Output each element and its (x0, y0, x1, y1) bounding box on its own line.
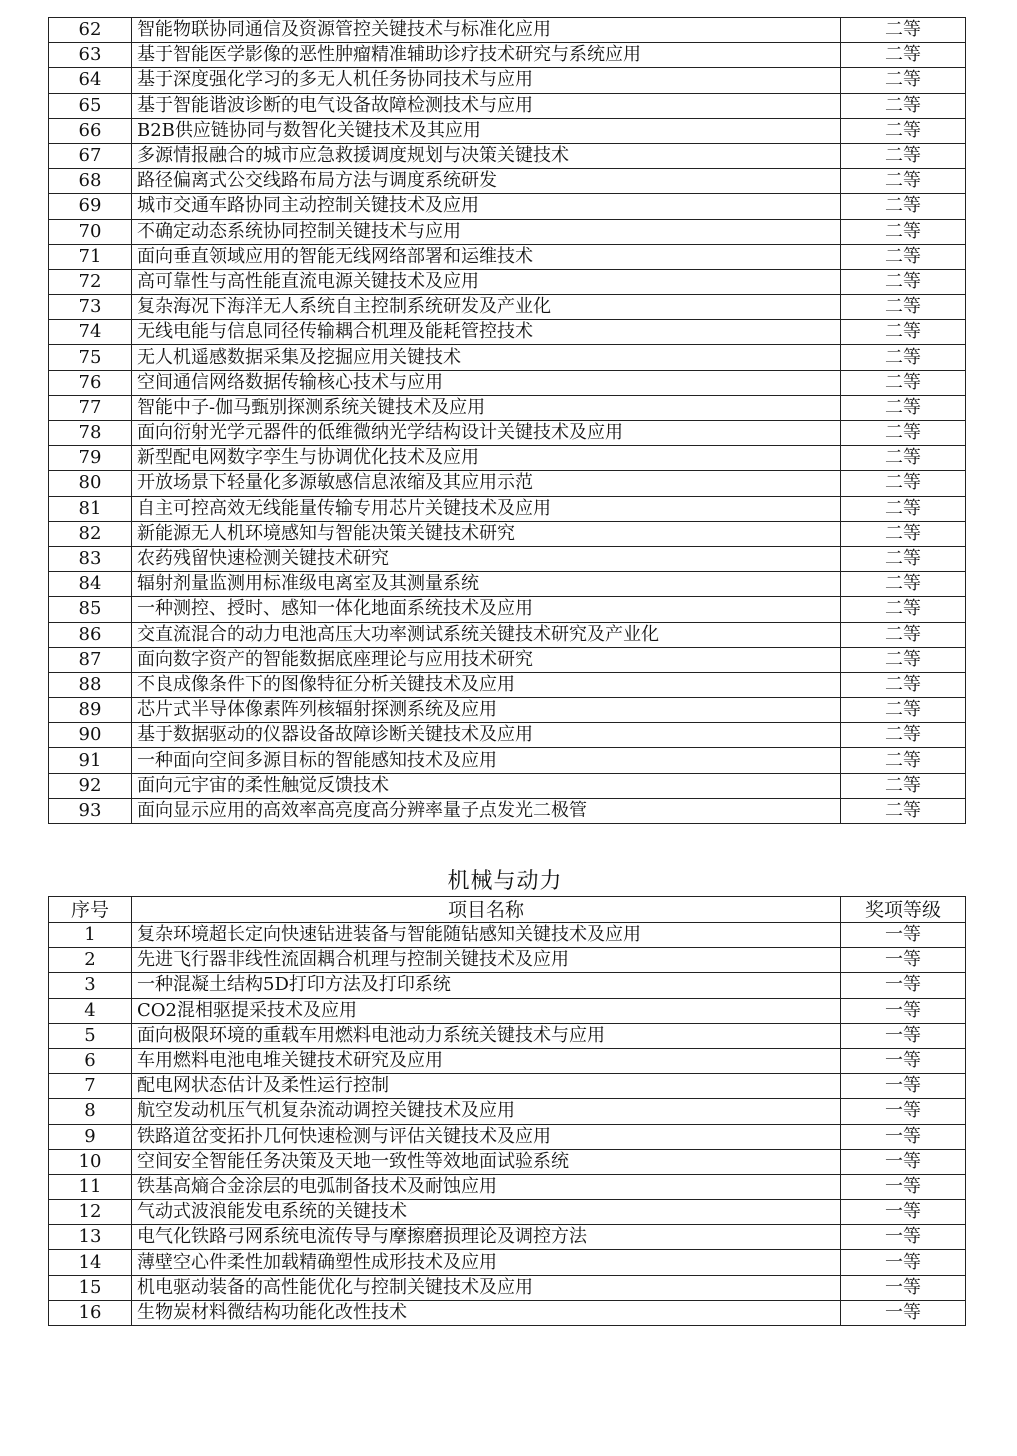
award-grade: 一等 (841, 1225, 966, 1250)
table-row (49, 572, 966, 597)
table-row (49, 948, 966, 973)
award-grade: 一等 (841, 1074, 966, 1099)
award-grade: 二等 (841, 143, 966, 168)
project-name: CO2混相驱提采技术及应用 (132, 998, 841, 1023)
project-name: 基于数据驱动的仪器设备故障诊断关键技术及应用 (132, 723, 841, 748)
table-row (49, 421, 966, 446)
award-grade: 一等 (841, 1174, 966, 1199)
table-row (49, 471, 966, 496)
header-award-level: 奖项等级 (841, 897, 966, 923)
row-number: 14 (49, 1250, 132, 1275)
table-row (49, 546, 966, 571)
table-row (49, 647, 966, 672)
project-name: 机电驱动装备的高性能优化与控制关键技术及应用 (132, 1275, 841, 1300)
table-row (49, 370, 966, 395)
table-row (49, 295, 966, 320)
award-grade: 一等 (841, 1275, 966, 1300)
mechanical-power-awards-table (48, 896, 966, 1326)
project-name: 复杂环境超长定向快速钻进装备与智能随钻感知关键技术及应用 (132, 923, 841, 948)
table-row (49, 521, 966, 546)
row-number: 82 (49, 521, 132, 546)
table-row (49, 1275, 966, 1300)
project-name: 空间安全智能任务决策及天地一致性等效地面试验系统 (132, 1149, 841, 1174)
table-row (49, 698, 966, 723)
award-grade: 一等 (841, 948, 966, 973)
table-row (49, 1124, 966, 1149)
row-number: 90 (49, 723, 132, 748)
project-name: 车用燃料电池电堆关键技术研究及应用 (132, 1048, 841, 1073)
row-number: 67 (49, 143, 132, 168)
table-row (49, 1250, 966, 1275)
row-number: 7 (49, 1074, 132, 1099)
table-row (49, 18, 966, 43)
row-number: 76 (49, 370, 132, 395)
project-name: 无人机遥感数据采集及挖掘应用关键技术 (132, 345, 841, 370)
table-row (49, 43, 966, 68)
award-grade: 二等 (841, 647, 966, 672)
row-number: 15 (49, 1275, 132, 1300)
project-name: 新型配电网数字孪生与协调优化技术及应用 (132, 446, 841, 471)
row-number: 5 (49, 1023, 132, 1048)
row-number: 78 (49, 421, 132, 446)
table-row (49, 998, 966, 1023)
table-row (49, 973, 966, 998)
row-number: 71 (49, 244, 132, 269)
award-grade: 二等 (841, 698, 966, 723)
table-row (49, 395, 966, 420)
award-grade: 二等 (841, 471, 966, 496)
award-grade: 二等 (841, 118, 966, 143)
project-name: 面向衍射光学元器件的低维微纳光学结构设计关键技术及应用 (132, 421, 841, 446)
project-name: 智能中子-伽马甄别探测系统关键技术及应用 (132, 395, 841, 420)
award-grade: 二等 (841, 43, 966, 68)
project-name: 复杂海况下海洋无人系统自主控制系统研发及产业化 (132, 295, 841, 320)
table-row (49, 1048, 966, 1073)
project-name: 路径偏离式公交线路布局方法与调度系统研发 (132, 169, 841, 194)
project-name: 面向数字资产的智能数据底座理论与应用技术研究 (132, 647, 841, 672)
table-row (49, 923, 966, 948)
project-name: 一种面向空间多源目标的智能感知技术及应用 (132, 748, 841, 773)
award-grade: 二等 (841, 169, 966, 194)
award-grade: 二等 (841, 93, 966, 118)
table-row (49, 672, 966, 697)
row-number: 84 (49, 572, 132, 597)
project-name: 面向极限环境的重载车用燃料电池动力系统关键技术与应用 (132, 1023, 841, 1048)
table-row (49, 1023, 966, 1048)
row-number: 11 (49, 1174, 132, 1199)
table-header-row (49, 897, 966, 923)
project-name: 城市交通车路协同主动控制关键技术及应用 (132, 194, 841, 219)
project-name: 交直流混合的动力电池高压大功率测试系统关键技术研究及产业化 (132, 622, 841, 647)
table-row (49, 320, 966, 345)
row-number: 74 (49, 320, 132, 345)
table-row (49, 723, 966, 748)
project-name: 新能源无人机环境感知与智能决策关键技术研究 (132, 521, 841, 546)
award-grade: 二等 (841, 798, 966, 823)
row-number: 86 (49, 622, 132, 647)
row-number: 6 (49, 1048, 132, 1073)
row-number: 73 (49, 295, 132, 320)
row-number: 87 (49, 647, 132, 672)
project-name: 辐射剂量监测用标准级电离室及其测量系统 (132, 572, 841, 597)
project-name: 农药残留快速检测关键技术研究 (132, 546, 841, 571)
table-row (49, 68, 966, 93)
project-name: 基于深度强化学习的多无人机任务协同技术与应用 (132, 68, 841, 93)
row-number: 83 (49, 546, 132, 571)
award-grade: 一等 (841, 1200, 966, 1225)
project-name: 基于智能谐波诊断的电气设备故障检测技术与应用 (132, 93, 841, 118)
table-row (49, 169, 966, 194)
table-row (49, 773, 966, 798)
row-number: 69 (49, 194, 132, 219)
row-number: 12 (49, 1200, 132, 1225)
table-row (49, 1074, 966, 1099)
award-grade: 二等 (841, 773, 966, 798)
project-name: 不确定动态系统协同控制关键技术与应用 (132, 219, 841, 244)
row-number: 65 (49, 93, 132, 118)
header-serial-number: 序号 (49, 897, 132, 923)
award-grade: 一等 (841, 973, 966, 998)
project-name: 基于智能医学影像的恶性肿瘤精准辅助诊疗技术研究与系统应用 (132, 43, 841, 68)
row-number: 62 (49, 18, 132, 43)
project-name: 气动式波浪能发电系统的关键技术 (132, 1200, 841, 1225)
award-grade: 二等 (841, 18, 966, 43)
award-grade: 二等 (841, 496, 966, 521)
project-name: 面向显示应用的高效率高亮度高分辨率量子点发光二极管 (132, 798, 841, 823)
award-grade: 二等 (841, 269, 966, 294)
row-number: 13 (49, 1225, 132, 1250)
project-name: 电气化铁路弓网系统电流传导与摩擦磨损理论及调控方法 (132, 1225, 841, 1250)
row-number: 63 (49, 43, 132, 68)
row-number: 79 (49, 446, 132, 471)
table-row (49, 1300, 966, 1325)
table-row (49, 446, 966, 471)
row-number: 85 (49, 597, 132, 622)
project-name: 铁路道岔变拓扑几何快速检测与评估关键技术及应用 (132, 1124, 841, 1149)
award-grade: 二等 (841, 395, 966, 420)
table-row (49, 1225, 966, 1250)
project-name: 面向垂直领域应用的智能无线网络部署和运维技术 (132, 244, 841, 269)
row-number: 81 (49, 496, 132, 521)
project-name: 一种测控、授时、感知一体化地面系统技术及应用 (132, 597, 841, 622)
table-row (49, 93, 966, 118)
table-row (49, 118, 966, 143)
table-row (49, 269, 966, 294)
table-row (49, 194, 966, 219)
project-name: 自主可控高效无线能量传输专用芯片关键技术及应用 (132, 496, 841, 521)
section-title: 机械与动力 (447, 869, 563, 894)
row-number: 3 (49, 973, 132, 998)
row-number: 88 (49, 672, 132, 697)
row-number: 92 (49, 773, 132, 798)
table-row (49, 748, 966, 773)
table-row (49, 345, 966, 370)
award-grade: 二等 (841, 723, 966, 748)
table-row (49, 219, 966, 244)
award-grade: 一等 (841, 1250, 966, 1275)
row-number: 72 (49, 269, 132, 294)
award-grade: 二等 (841, 446, 966, 471)
award-grade: 二等 (841, 320, 966, 345)
award-grade: 二等 (841, 521, 966, 546)
row-number: 1 (49, 923, 132, 948)
table-row (49, 1174, 966, 1199)
award-grade: 二等 (841, 672, 966, 697)
award-grade: 二等 (841, 345, 966, 370)
row-number: 16 (49, 1300, 132, 1325)
award-grade: 二等 (841, 370, 966, 395)
project-name: 不良成像条件下的图像特征分析关键技术及应用 (132, 672, 841, 697)
project-name: 薄壁空心件柔性加载精确塑性成形技术及应用 (132, 1250, 841, 1275)
project-name: 配电网状态估计及柔性运行控制 (132, 1074, 841, 1099)
table-row (49, 597, 966, 622)
award-grade: 二等 (841, 421, 966, 446)
award-grade: 二等 (841, 295, 966, 320)
row-number: 89 (49, 698, 132, 723)
row-number: 2 (49, 948, 132, 973)
table-row (49, 143, 966, 168)
award-grade: 二等 (841, 572, 966, 597)
table-row (49, 496, 966, 521)
row-number: 66 (49, 118, 132, 143)
table-row (49, 1200, 966, 1225)
project-name: 一种混凝土结构5D打印方法及打印系统 (132, 973, 841, 998)
project-name: B2B供应链协同与数智化关键技术及其应用 (132, 118, 841, 143)
award-grade: 二等 (841, 622, 966, 647)
row-number: 8 (49, 1099, 132, 1124)
project-name: 智能物联协同通信及资源管控关键技术与标准化应用 (132, 18, 841, 43)
award-grade: 一等 (841, 1099, 966, 1124)
project-name: 芯片式半导体像素阵列核辐射探测系统及应用 (132, 698, 841, 723)
row-number: 80 (49, 471, 132, 496)
row-number: 93 (49, 798, 132, 823)
project-name: 铁基高熵合金涂层的电弧制备技术及耐蚀应用 (132, 1174, 841, 1199)
award-grade: 一等 (841, 1149, 966, 1174)
project-name: 高可靠性与高性能直流电源关键技术及应用 (132, 269, 841, 294)
project-name: 多源情报融合的城市应急救援调度规划与决策关键技术 (132, 143, 841, 168)
award-grade: 二等 (841, 597, 966, 622)
award-grade: 一等 (841, 923, 966, 948)
project-name: 先进飞行器非线性流固耦合机理与控制关键技术及应用 (132, 948, 841, 973)
row-number: 75 (49, 345, 132, 370)
awards-table-continued (48, 17, 966, 824)
table-row (49, 622, 966, 647)
award-grade: 一等 (841, 998, 966, 1023)
row-number: 4 (49, 998, 132, 1023)
award-grade: 二等 (841, 748, 966, 773)
award-grade: 二等 (841, 244, 966, 269)
award-grade: 一等 (841, 1300, 966, 1325)
table-row (49, 244, 966, 269)
row-number: 68 (49, 169, 132, 194)
table-row (49, 1099, 966, 1124)
row-number: 70 (49, 219, 132, 244)
project-name: 空间通信网络数据传输核心技术与应用 (132, 370, 841, 395)
award-grade: 一等 (841, 1048, 966, 1073)
project-name: 无线电能与信息同径传输耦合机理及能耗管控技术 (132, 320, 841, 345)
award-grade: 一等 (841, 1124, 966, 1149)
award-grade: 二等 (841, 546, 966, 571)
table-row (49, 1149, 966, 1174)
table-row (49, 798, 966, 823)
project-name: 航空发动机压气机复杂流动调控关键技术及应用 (132, 1099, 841, 1124)
project-name: 生物炭材料微结构功能化改性技术 (132, 1300, 841, 1325)
row-number: 77 (49, 395, 132, 420)
header-project-name: 项目名称 (132, 897, 841, 923)
project-name: 面向元宇宙的柔性触觉反馈技术 (132, 773, 841, 798)
award-grade: 二等 (841, 194, 966, 219)
row-number: 91 (49, 748, 132, 773)
award-grade: 二等 (841, 219, 966, 244)
row-number: 64 (49, 68, 132, 93)
award-grade: 一等 (841, 1023, 966, 1048)
row-number: 9 (49, 1124, 132, 1149)
row-number: 10 (49, 1149, 132, 1174)
project-name: 开放场景下轻量化多源敏感信息浓缩及其应用示范 (132, 471, 841, 496)
award-grade: 二等 (841, 68, 966, 93)
